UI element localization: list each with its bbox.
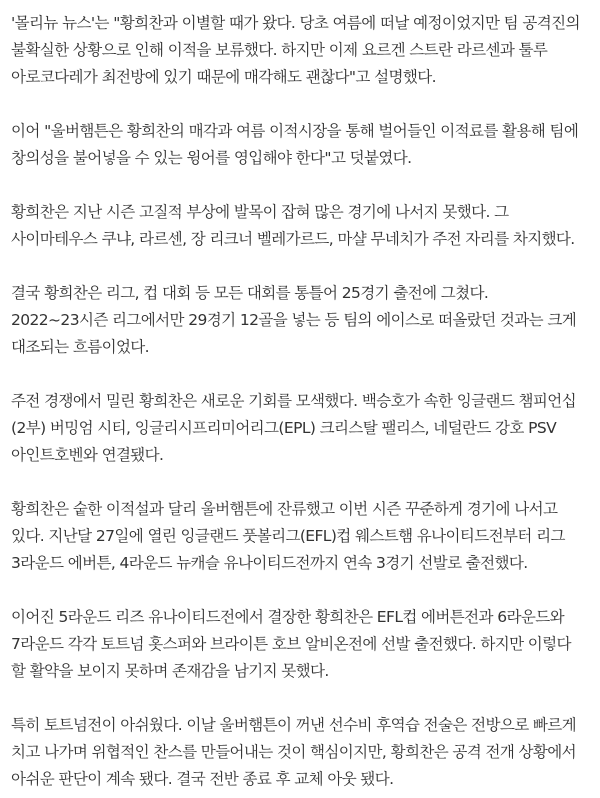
article-paragraph: 결국 황희찬은 리그, 컵 대회 등 모든 대회를 통틀어 25경기 출전에 그쳤다. 2022~23시즌 리그에서만 29경기 12골을 넣는 등 팀의 에이스로 떠올랐던 것과는 크게 대조되는 흐름이었다. <box>11 284 577 356</box>
article-paragraph: 이어 "울버햄튼은 황희찬의 매각과 여름 이적시장을 통해 벌어들인 이적료를 활용해 팀에 창의성을 불어넣을 수 있는 윙어를 영입해야 한다"고 덧붙였다. <box>11 122 579 167</box>
article-paragraph: 특히 토트넘전이 아쉬웠다. 이날 울버햄튼이 꺼낸 선수비 후역습 전술은 전방으로 빠르게 치고 나가며 위협적인 찬스를 만들어내는 것이 핵심이지만, 황희찬은 공격 전개 상황에서 아쉬운 판단이 계속 됐다. 결국 전반 종료 후 교체 아웃 됐다. <box>11 716 577 788</box>
article-paragraph: 이어진 5라운드 리즈 유나이티드전에서 결장한 황희찬은 EFL컵 에버튼전과 6라운드와 7라운드 각각 토트넘 홋스퍼와 브라이튼 호브 알비온전에 선발 출전했다. 하지만 이렇다 할 활약을 보이지 못하며 존재감을 남기지 못했다. <box>11 608 571 680</box>
article-paragraph: 황희찬은 지난 시즌 고질적 부상에 발목이 잡혀 많은 경기에 나서지 못했다. 그 사이마테우스 쿠냐, 라르센, 장 리크너 벨레가르드, 마샬 무네치가 주전 자리를 차지했다. <box>11 203 575 248</box>
article-paragraph: 황희찬은 숱한 이적설과 달리 울버햄튼에 잔류했고 이번 시즌 꾸준하게 경기에 나서고 있다. 지난달 27일에 열린 잉글랜드 풋볼리그(EFL)컵 웨스트햄 유나이티드전부터 리그 3라운드 에버튼, 4라운드 뉴캐슬 유나이티드전까지 연속 3경기 선발로 출전했다. <box>11 500 565 572</box>
article-paragraph: 주전 경쟁에서 밀린 황희찬은 새로운 기회를 모색했다. 백승호가 속한 잉글랜드 챔피언십(2부) 버밍엄 시티, 잉글리시프리미어리그(EPL) 크리스탈 팰리스, 네덜란드 강호 PSV 아인트호벤와 연결됐다. <box>11 392 577 464</box>
article-paragraph: '몰리뉴 뉴스'는 "황희찬과 이별할 때가 왔다. 당초 여름에 떠날 예정이었지만 팀 공격진의 불확실한 상황으로 인해 이적을 보류했다. 하지만 이제 요르겐 스트란 라르센과 툴루 아로코다레가 최전방에 있기 때문에 매각해도 괜찮다"고 설명했다. <box>11 14 580 86</box>
